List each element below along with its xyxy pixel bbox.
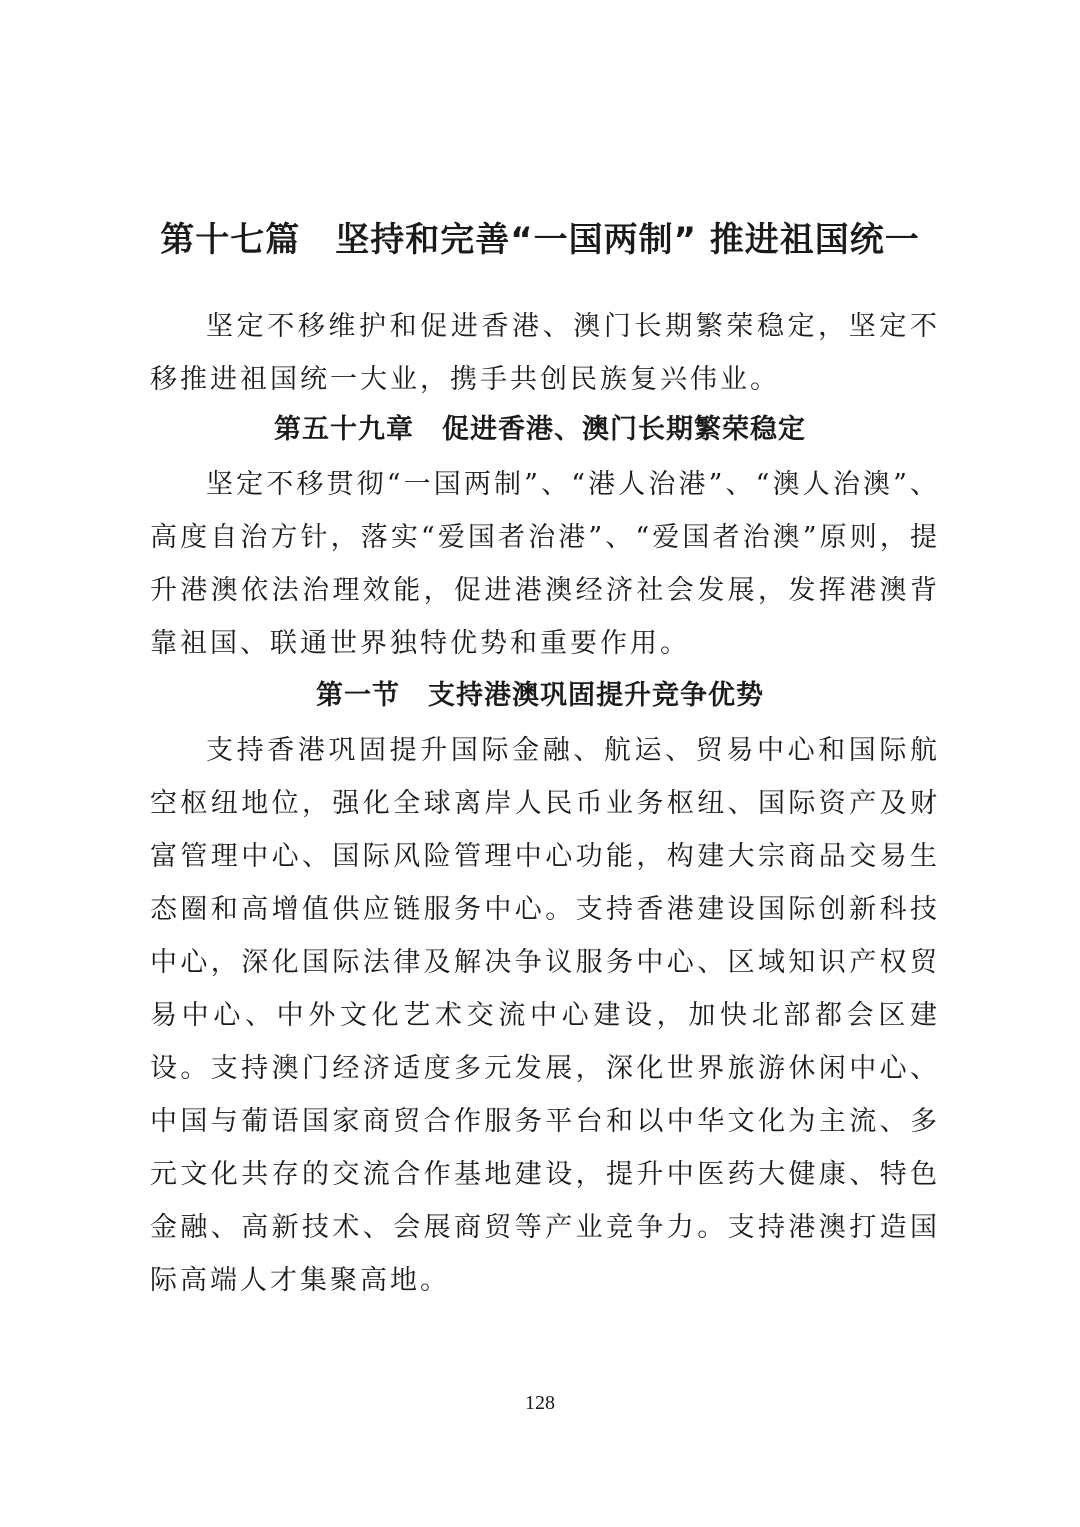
section-paragraph: 支持香港巩固提升国际金融、航运、贸易中心和国际航空枢纽地位，强化全球离岸人民币业务枢纽、国际资产及财富管理中心、国际风险管理中心功能，构建大宗商品交易生态圈和高增值供应链服务中心。支持香港建设国际创新科技中心，深化国际法律及解决争议服务中心、区域知识产权贸易中心、中外文化艺术交流中心建设，加快北部都会区建设。支持澳门经济适度多元发展，深化世界旅游休闲中心、中国与葡语国家商贸合作服务平台和以中华文化为主流、多元文化共存的交流合作基地建设，提升中医药大健康、特色金融、高新技术、会展商贸等产业竞争力。支持港澳打造国际高端人才集聚高地。 xyxy=(150,735,940,1296)
section-title: 第一节 支持港澳巩固提升竞争优势 xyxy=(316,680,764,711)
page-number: 128 xyxy=(525,1392,555,1414)
intro-paragraph: 坚定不移维护和促进香港、澳门长期繁荣稳定，坚定不移推进祖国统一大业，携手共创民族复兴伟业。 xyxy=(150,311,940,395)
part-title: 第十七篇 坚持和完善“一国两制” 推进祖国统一 xyxy=(160,220,920,260)
chapter-paragraph: 坚定不移贯彻“一国两制”、“港人治港”、“澳人治澳”、高度自治方针，落实“爱国者治港”、“爱国者治澳”原则，提升港澳依法治理效能，促进港澳经济社会发展，发挥港澳背靠祖国、联通世界独特优势和重要作用。 xyxy=(150,469,940,659)
chapter-title: 第五十九章 促进香港、澳门长期繁荣稳定 xyxy=(274,414,806,445)
